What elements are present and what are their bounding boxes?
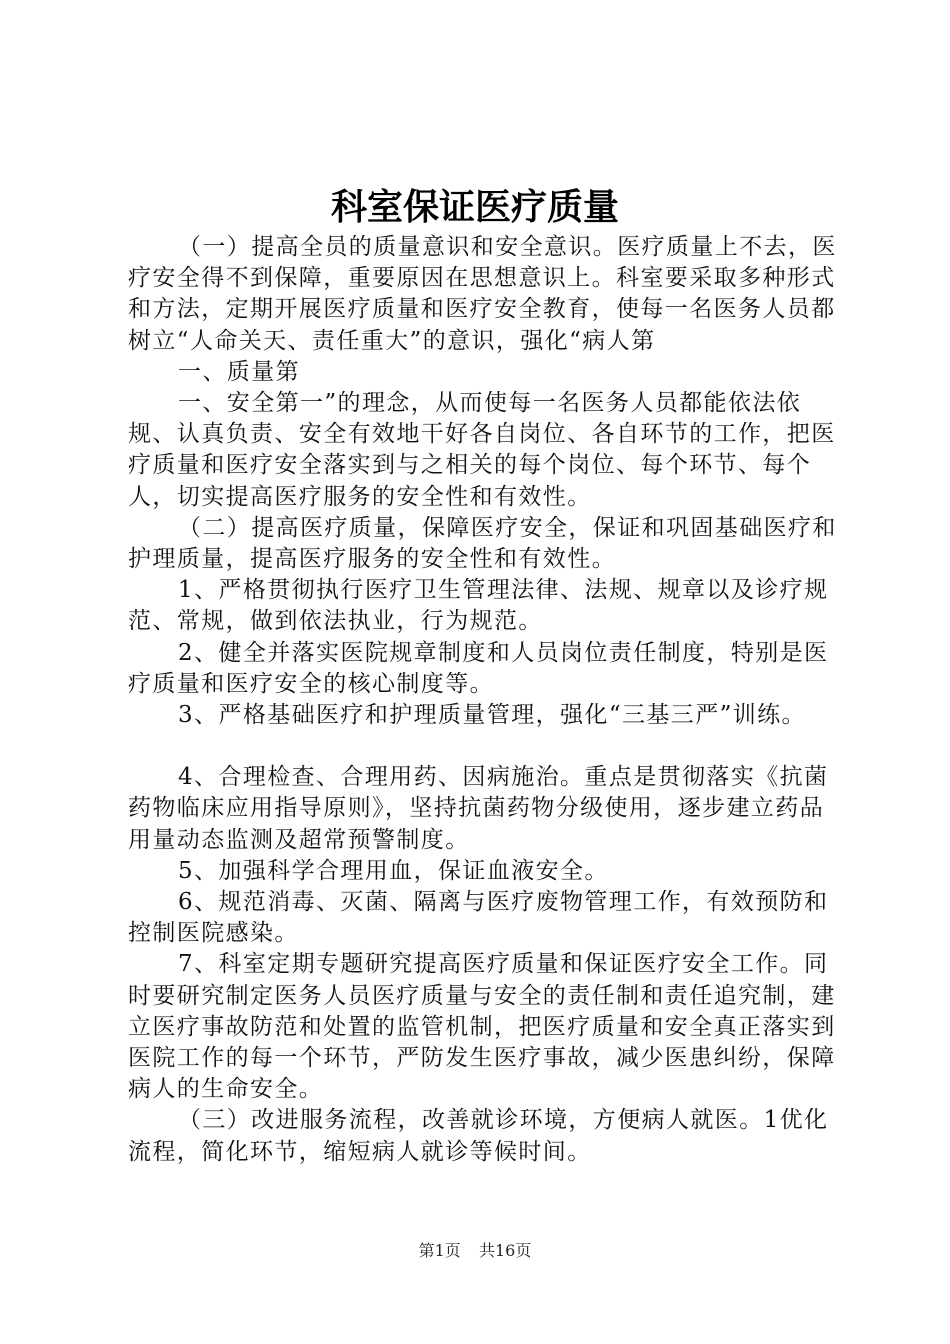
document-body: [128, 232, 838, 1168]
paragraph-safety-first: 一、安全第一”的理念，从而使每一名医务人员都能依法依规、认真负责、安全有效地干好各自岗位、各自环节的工作，把医疗质量和医疗安全落实到与之相关的每个岗位、每个环节、每个人，切实提高医疗服务的安全性和有效性。: [128, 390, 836, 510]
paragraph-item-3: 3、严格基础医疗和护理质量管理，强化“三基三严”训练。: [178, 702, 806, 729]
paragraph-item-6: 6、规范消毒、灭菌、隔离与医疗废物管理工作，有效预防和控制医院感染。: [128, 889, 829, 947]
paragraph-item-5: 5、加强科学合理用血，保证血液安全。: [178, 857, 609, 884]
paragraph-section-two: （二）提高医疗质量，保障医疗安全，保证和巩固基础医疗和护理质量，提高医疗服务的安全性和有效性。: [128, 514, 837, 573]
page-total: 共16页: [479, 1241, 532, 1260]
page-number: 第1页: [418, 1241, 461, 1260]
paragraph-item-2: 2、健全并落实医院规章制度和人员岗位责任制度，特别是医疗质量和医疗安全的核心制度等。: [128, 639, 829, 697]
document-title: 科室保证医疗质量: [330, 187, 619, 228]
paragraph-item-1: 1、严格贯彻执行医疗卫生管理法律、法规、规章以及诊疗规范、常规，做到依法执业，行为规范。: [128, 577, 829, 635]
paragraph-quality-first: 一、质量第: [178, 358, 300, 385]
paragraph-item-7: 7、科室定期专题研究提高医疗质量和保证医疗安全工作。同时要研究制定医务人员医疗质量与安全的责任制和责任追究制，建立医疗事故防范和处置的监管机制，把医疗质量和安全真正落实到医院工作的每一个环节，严防发生医疗事故，减少医患纠纷，保障病人的生命安全。: [128, 951, 836, 1103]
paragraph-item-4: 4、合理检查、合理用药、因病施治。重点是贯彻落实《抗菌药物临床应用指导原则》，坚持抗菌药物分级使用，逐步建立药品用量动态监测及超常预警制度。: [128, 764, 829, 853]
paragraph-quality-awareness: （一）提高全员的质量意识和安全意识。医疗质量上不去，医疗安全得不到保障，重要原因在思想意识上。科室要采取多种形式和方法，定期开展医疗质量和医疗安全教育，使每一名医务人员都树立“人命关天、责任重大”的意识，强化“病人第: [128, 234, 837, 354]
page-footer: [0, 1241, 950, 1261]
paragraph-spacer: [128, 731, 838, 762]
paragraph-section-three: （三）改进服务流程，改善就诊环境，方便病人就医。1优化流程，简化环节，缩短病人就诊等候时间。: [128, 1107, 829, 1165]
